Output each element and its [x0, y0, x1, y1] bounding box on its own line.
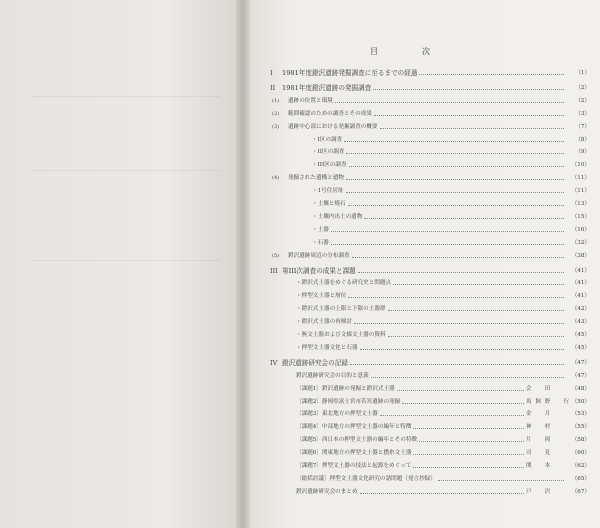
toc-entry — [270, 380, 590, 393]
toc-entry-page: （16） — [571, 226, 590, 233]
dot-leader — [354, 323, 564, 324]
toc-entry-number: I — [270, 69, 273, 77]
dot-leader — [413, 467, 524, 468]
toc-entry — [270, 118, 590, 131]
dot-leader — [380, 415, 524, 416]
toc-title: 目 次 — [370, 47, 448, 56]
toc-entry-page: （1） — [575, 70, 590, 76]
toc-entry-title: ・鐙沢式土器をめぐる研究史と問題点 — [296, 280, 392, 287]
toc-entry-author: 関 本 — [526, 463, 555, 470]
toc-entry-number: (3) — [272, 123, 280, 130]
toc-entry-author: 馬飼野 行 — [526, 398, 573, 405]
dot-leader — [346, 192, 564, 193]
toc-entry — [270, 182, 590, 195]
toc-entry-title: 〔課題6〕関東地方の押型文土器と撚糸文土器 — [296, 450, 412, 457]
toc-entry — [270, 208, 590, 221]
toc-entry-page: （11） — [571, 188, 590, 195]
toc-entry-title: ・土器 — [312, 226, 329, 233]
toc-entry-title: 第III次調査の成果と課題 — [282, 266, 356, 275]
dot-leader — [397, 390, 524, 391]
toc-entry-page: （41） — [571, 280, 590, 287]
toc-entry — [270, 77, 590, 92]
toc-entry-title: ・土壙内出土の遺物 — [312, 213, 363, 220]
toc-entry — [270, 260, 590, 275]
toc-entry-page: （67） — [571, 488, 590, 495]
toc-entry-number: (1) — [272, 97, 280, 104]
bleed-through-line — [30, 96, 220, 97]
toc-entry-page: （32） — [571, 239, 590, 246]
toc-entry-title: 〔課題1〕鐙沢遺跡の発掘と鐙沢式土器 — [296, 385, 395, 392]
dot-leader — [413, 428, 524, 429]
toc-entry-number: (4) — [272, 175, 280, 182]
dot-leader — [348, 205, 564, 206]
dot-leader — [346, 153, 564, 154]
dot-leader — [388, 336, 564, 337]
toc-entry — [270, 275, 590, 288]
toc-entry-page: （58） — [571, 437, 590, 444]
toc-entry-title: 1981年度鐙沢遺跡の発掘調査 — [282, 84, 372, 92]
toc-entry — [270, 326, 590, 339]
toc-entry-number: III — [270, 266, 278, 275]
toc-entry-number: II — [270, 84, 276, 92]
dot-leader — [331, 231, 564, 232]
book-gutter — [236, 0, 250, 528]
toc-entry-title: ・押型文土器文化と石器 — [296, 344, 358, 351]
dot-leader — [350, 364, 564, 365]
toc-entry-page: （53） — [571, 411, 590, 418]
toc-entry-page: （47） — [571, 372, 590, 379]
dot-leader — [335, 102, 564, 103]
dot-leader — [344, 141, 564, 142]
dot-leader — [402, 403, 524, 404]
dot-leader — [352, 257, 564, 258]
left-page — [0, 0, 240, 528]
toc-entry-title: 遺跡の位置と環境 — [288, 97, 333, 104]
toc-entry — [270, 418, 590, 431]
toc-entry-title: ・押型文土器と層位 — [296, 293, 347, 300]
toc-entry-author: 神 村 — [526, 424, 555, 431]
dot-leader — [360, 493, 524, 494]
toc-entry-title: 鐙沢遺跡研究会の記録 — [282, 358, 348, 367]
toc-entry — [270, 92, 590, 105]
dot-leader — [331, 244, 564, 245]
toc-entry-page: （15） — [571, 213, 590, 220]
toc-entry-page: （9） — [575, 149, 590, 156]
toc-entry — [270, 457, 590, 470]
toc-entry-author: 会 田 — [526, 385, 555, 392]
toc-entry-page: （2） — [575, 97, 590, 104]
toc-entry-page: （7） — [575, 123, 590, 130]
toc-entry-title: 範囲確認のための調査とその成果 — [288, 110, 372, 117]
toc-entry-page: （50） — [571, 398, 590, 405]
toc-entry-page: （2） — [575, 85, 590, 91]
toc-entry — [270, 62, 590, 77]
toc-entry-title: 1981年度鐙沢遺跡発掘調査に至るまでの経過 — [282, 69, 418, 77]
toc-entry — [270, 195, 590, 208]
toc-entry — [270, 169, 590, 182]
toc-entry-page: （10） — [571, 162, 590, 169]
toc-entry-page: （45） — [571, 332, 590, 339]
toc-entry — [270, 339, 590, 352]
toc-entry-page: （62） — [571, 463, 590, 470]
toc-entry-title: ・II区の調査 — [312, 149, 345, 156]
toc-entry-title: ・鐙沢式土器の再検討 — [296, 319, 352, 326]
toc-entry — [270, 131, 590, 144]
toc-entry — [270, 352, 590, 367]
toc-entry — [270, 431, 590, 444]
dot-leader — [413, 454, 524, 455]
toc-entry — [270, 367, 590, 380]
dot-leader — [388, 310, 564, 311]
toc-entry-title: 遺跡中心部における発掘調査の概要 — [288, 123, 378, 130]
toc-entry-page: （8） — [575, 136, 590, 143]
dot-leader — [380, 128, 564, 129]
toc-entry-page: （47） — [571, 359, 590, 366]
toc-entry — [270, 221, 590, 234]
toc-entry-page: （41） — [571, 267, 590, 274]
bleed-through-line — [30, 260, 220, 261]
toc-entry — [270, 470, 590, 483]
toc-entry-title: 発掘された遺構と遺物 — [288, 175, 344, 182]
toc-entry-title: ・I区の調査 — [312, 136, 343, 143]
toc-entry-number: (5) — [272, 252, 280, 259]
toc-entry-author: 金 月 — [526, 411, 555, 418]
toc-entry-page: （65） — [571, 475, 590, 482]
dot-leader — [419, 74, 564, 75]
toc-entry-title: 鐙沢遺跡研究会のまとめ — [296, 488, 358, 495]
toc-entry-author: 片 岡 — [526, 437, 555, 444]
toc-entry-number: IV — [270, 358, 278, 367]
dot-leader — [364, 218, 564, 219]
dot-leader — [371, 377, 564, 378]
dot-leader — [438, 480, 564, 481]
dot-leader — [373, 89, 564, 90]
toc-entry-title: ・III区の調査 — [312, 162, 347, 169]
toc-entry-title: ・石器 — [312, 239, 329, 246]
toc-entry-page: （43） — [571, 319, 590, 326]
bleed-through-line — [30, 170, 220, 171]
toc-entry-author: 司 見 — [526, 450, 555, 457]
toc-entry — [270, 144, 590, 157]
toc-entry-title: ・鐙沢式土器の上限と下限の土器群 — [296, 306, 386, 313]
dot-leader — [360, 349, 564, 350]
toc-entry-title: 鐙沢遺跡研究会の目的と意義 — [296, 372, 369, 379]
dot-leader — [346, 179, 564, 180]
toc-entry-title: 〔課題4〕中部地方の押型文土器の編年と特徴 — [296, 424, 412, 431]
toc-entry-title: ・1号住居址 — [312, 188, 344, 195]
dot-leader — [374, 115, 564, 116]
toc-entry-page: （13） — [571, 201, 590, 208]
toc-entry — [270, 444, 590, 457]
toc-entry-page: （41） — [571, 293, 590, 300]
toc-entry-page: （42） — [571, 306, 590, 313]
dot-leader — [349, 166, 564, 167]
toc-entry-title: 鐙沢遺跡周辺の分布調査 — [288, 252, 350, 259]
toc-entry — [270, 406, 590, 419]
toc-entry-page: （45） — [571, 344, 590, 351]
toc-entry-page: （48） — [571, 385, 590, 392]
toc-entry — [270, 313, 590, 326]
toc-entry-title: 〔課題2〕静岡県富士宮市若宮遺跡の発掘 — [296, 398, 401, 405]
dot-leader — [348, 297, 564, 298]
toc-entry — [270, 234, 590, 247]
dot-leader — [419, 441, 524, 442]
toc-entry-title: 〔課題5〕西日本の押型文土器の編年とその特徴 — [296, 437, 418, 444]
toc-entry-number: (2) — [272, 110, 280, 117]
toc-entry — [270, 393, 590, 406]
dot-leader — [393, 284, 564, 285]
toc-entry-page: （3） — [575, 110, 590, 117]
toc-entry — [270, 156, 590, 169]
table-of-contents — [270, 62, 590, 496]
toc-entry-page: （11） — [571, 175, 590, 182]
toc-entry-author: 戸 沢 — [526, 488, 555, 495]
toc-entry-page: （60） — [571, 450, 590, 457]
toc-entry — [270, 483, 590, 496]
toc-entry-title: ・土壙と焼石 — [312, 201, 346, 208]
toc-entry-title: ・無文土器および文様文土器の資料 — [296, 332, 386, 339]
toc-entry-title: 〔課題7〕押型文土器の技法と起源をめぐって — [296, 463, 412, 470]
toc-entry-title: 〔総括討議〕押型文土器文化研究の諸問題（発言抄録） — [296, 475, 436, 482]
toc-entry — [270, 300, 590, 313]
dot-leader — [358, 272, 564, 273]
toc-entry-title: 〔課題3〕東北地方の押型文土器 — [296, 411, 378, 418]
toc-entry-page: （38） — [571, 252, 590, 259]
toc-entry-page: （55） — [571, 424, 590, 431]
toc-entry — [270, 247, 590, 260]
toc-entry — [270, 105, 590, 118]
toc-entry — [270, 287, 590, 300]
